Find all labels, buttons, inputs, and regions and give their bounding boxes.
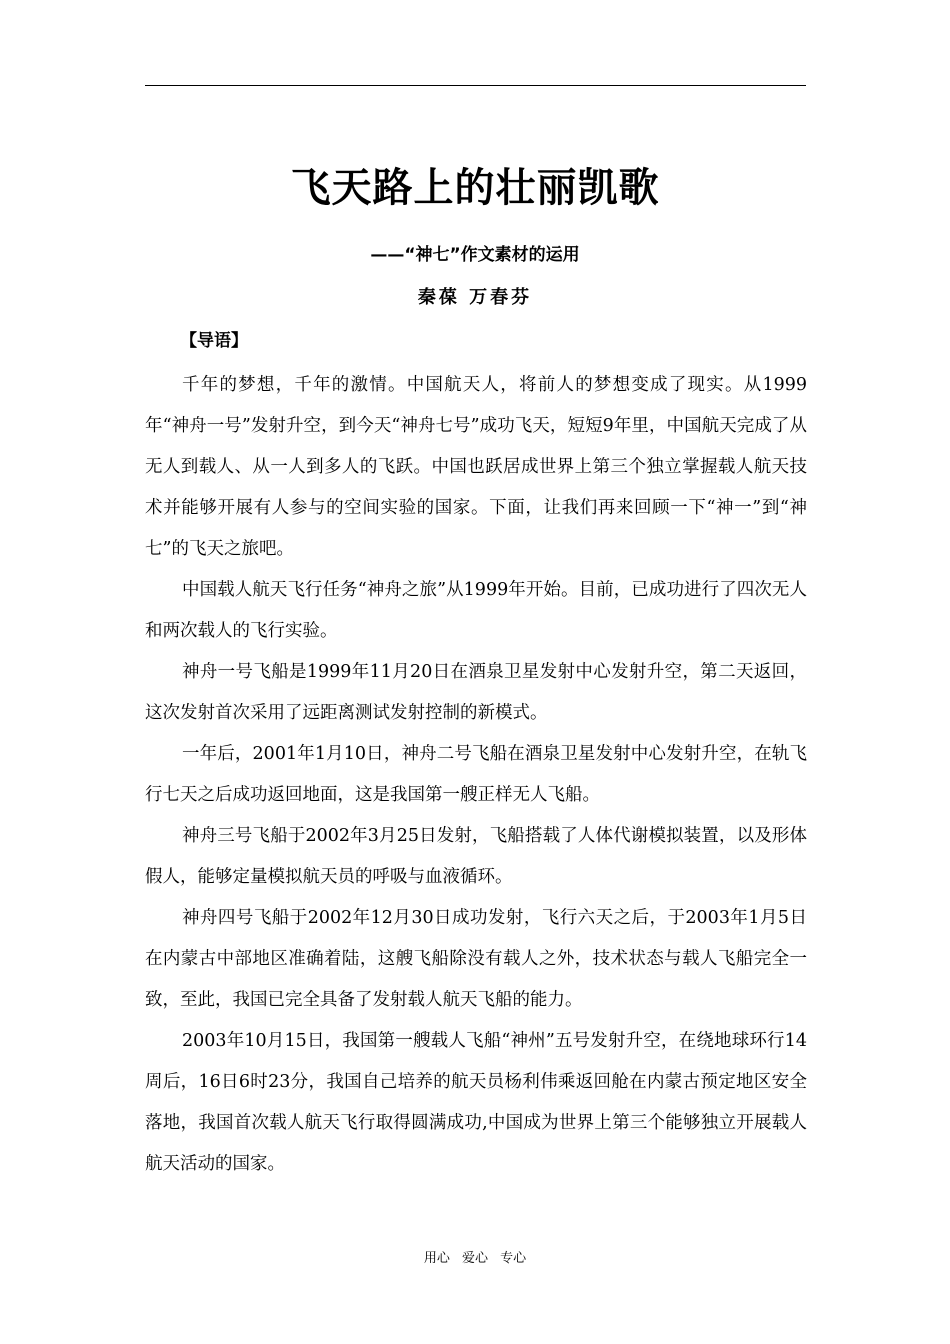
page-footer: 用心 爱心 专心 bbox=[423, 1251, 527, 1266]
paragraph-5: 神舟三号飞船于2002年3月25日发射，飞船搭载了人体代谢模拟装置，以及形体假人，能够定量模拟航天员的呼吸与血液循环。 bbox=[145, 826, 807, 887]
document-subtitle: ——“神七”作文素材的运用 bbox=[370, 245, 580, 265]
document-body bbox=[145, 365, 807, 1185]
document-author: 秦葆 万春芬 bbox=[417, 287, 533, 308]
header-rule bbox=[145, 85, 806, 86]
paragraph-4: 一年后，2001年1月10日，神舟二号飞船在酒泉卫星发射中心发射升空，在轨飞行七天之后成功返回地面，这是我国第一艘正样无人飞船。 bbox=[145, 744, 807, 805]
paragraph-3: 神舟一号飞船是1999年11月20日在酒泉卫星发射中心发射升空，第二天返回，这次发射首次采用了远距离测试发射控制的新模式。 bbox=[145, 662, 807, 723]
document-title: 飞天路上的壮丽凯歌 bbox=[290, 165, 660, 211]
paragraph-2: 中国载人航天飞行任务“神舟之旅”从1999年开始。目前，已成功进行了四次无人和两次载人的飞行实验。 bbox=[145, 580, 807, 641]
section-label-intro: 【导语】 bbox=[180, 331, 248, 351]
paragraph-1: 千年的梦想，千年的激情。中国航天人，将前人的梦想变成了现实。从1999年“神舟一号”发射升空，到今天“神舟七号”成功飞天，短短9年里，中国航天完成了从无人到载人、从一人到多人的飞跃。中国也跃居成世界上第三个独立掌握载人航天技术并能够开展有人参与的空间实验的国家。下面，让我们再来回顾一下“神一”到“神七”的飞天之旅吧。 bbox=[145, 375, 807, 559]
paragraph-7: 2003年10月15日，我国第一艘载人飞船“神州”五号发射升空，在绕地球环行14周后，16日6时23分，我国自己培养的航天员杨利伟乘返回舱在内蒙古预定地区安全落地，我国首次载人航天飞行取得圆满成功,中国成为世界上第三个能够独立开展载人航天活动的国家。 bbox=[145, 1031, 807, 1174]
paragraph-6: 神舟四号飞船于2002年12月30日成功发射，飞行六天之后，于2003年1月5日在内蒙古中部地区准确着陆，这艘飞船除没有载人之外，技术状态与载人飞船完全一致，至此，我国已完全具备了发射载人航天飞船的能力。 bbox=[145, 908, 807, 1010]
